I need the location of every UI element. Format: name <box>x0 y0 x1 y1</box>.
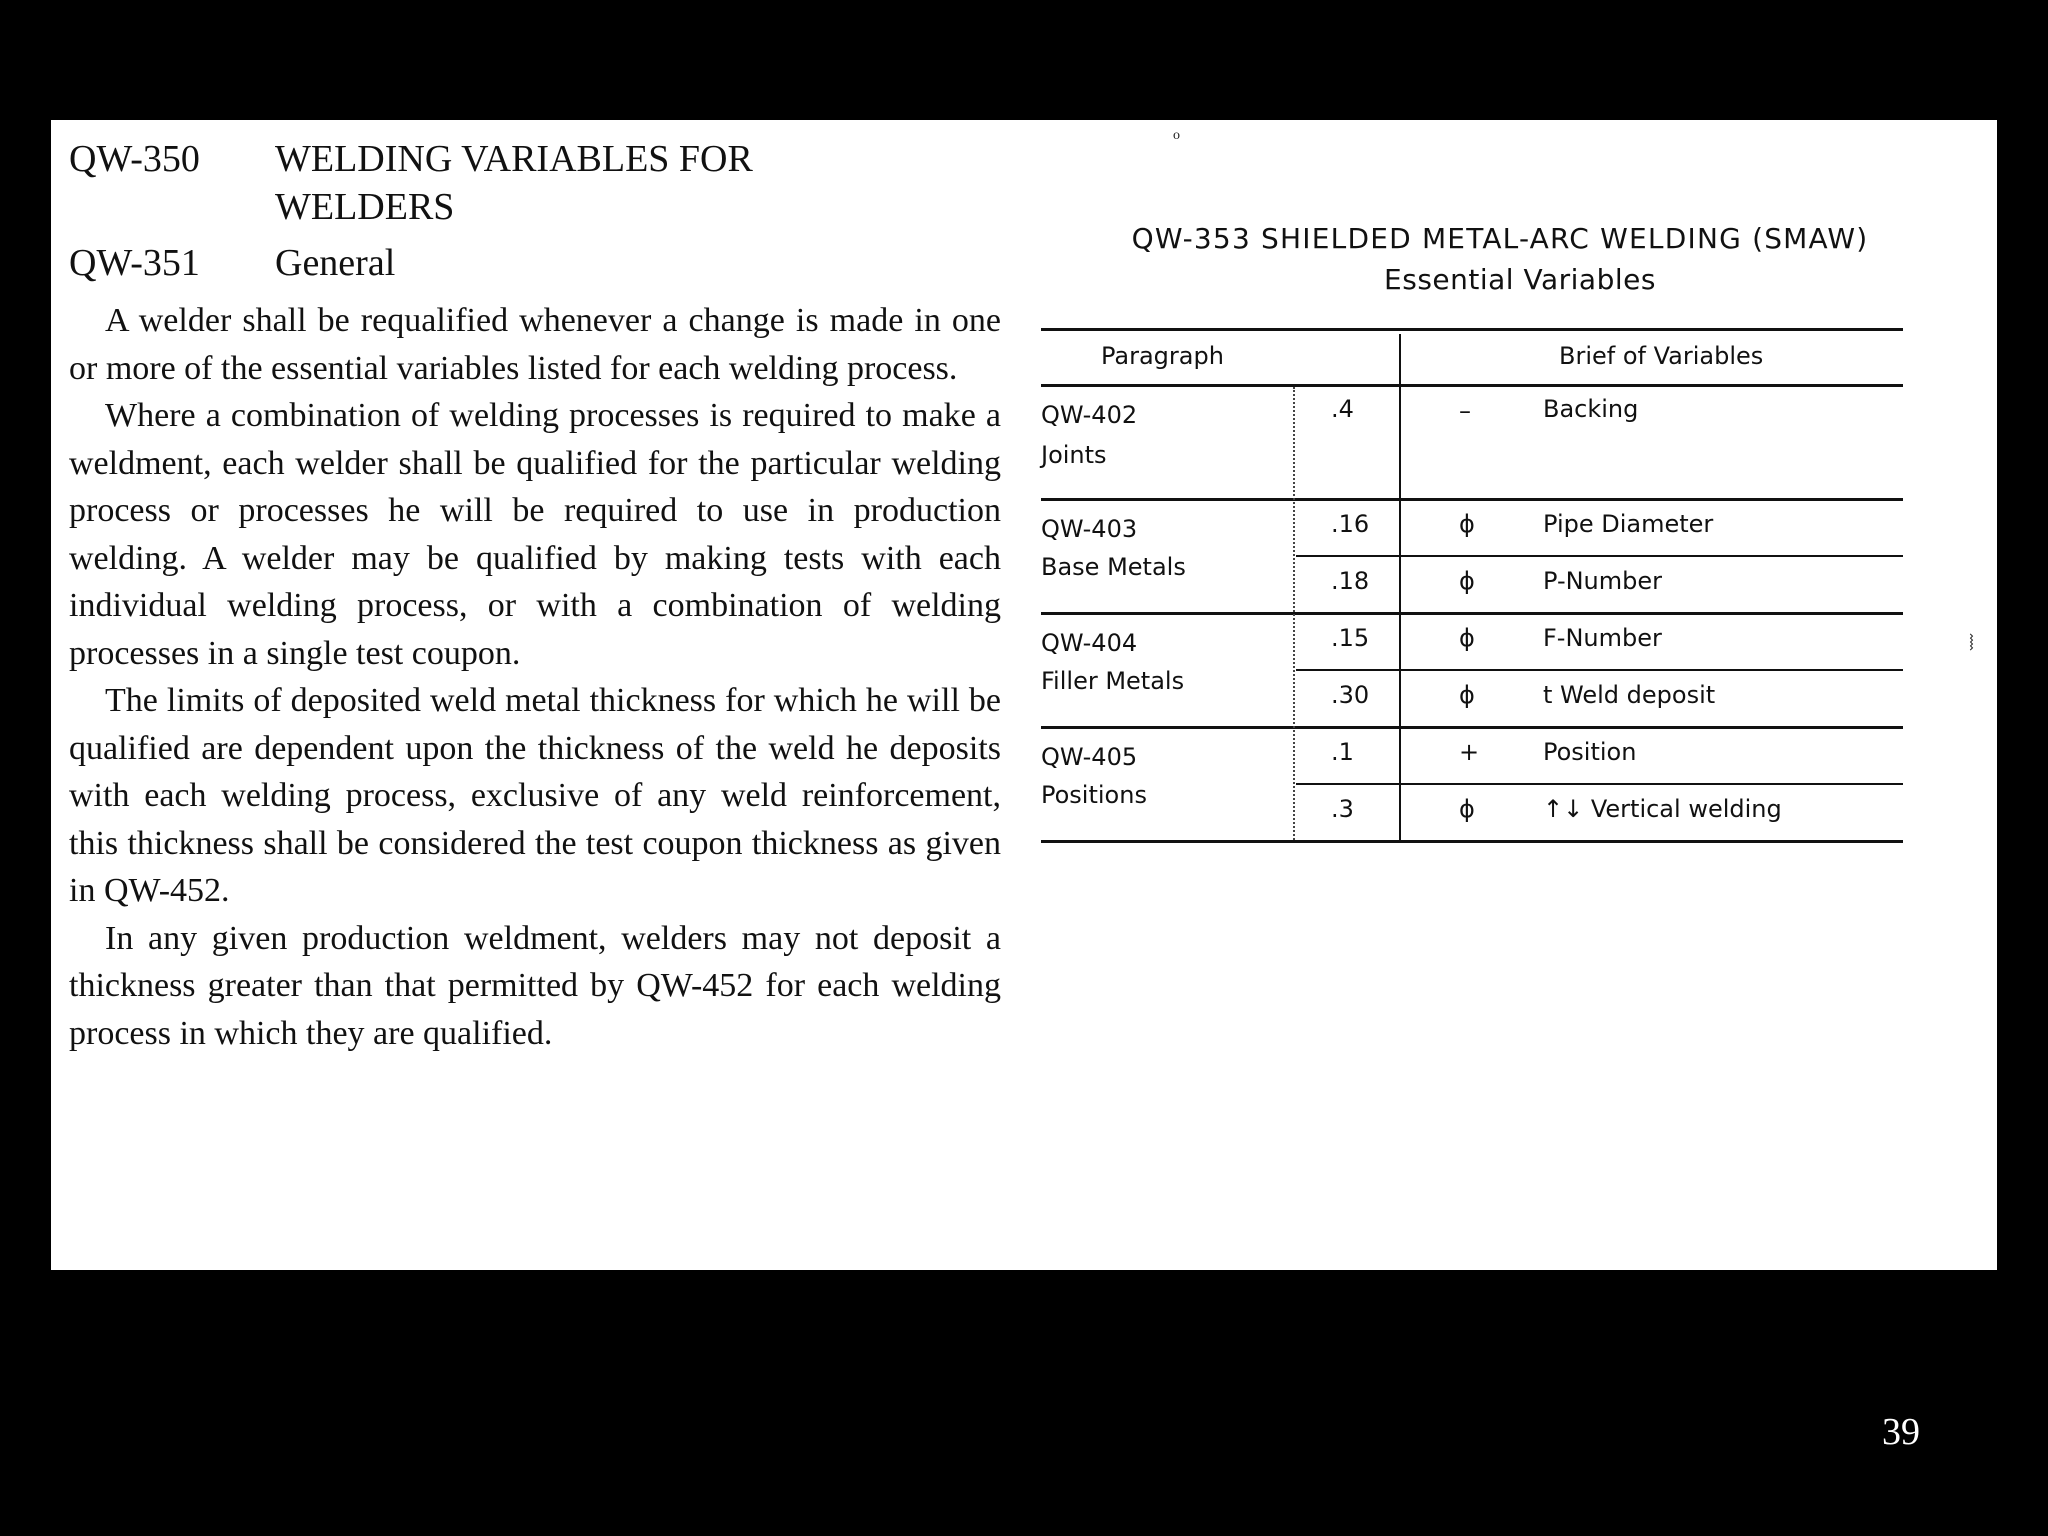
scan-speck: o <box>1173 128 1180 143</box>
paragraph-production-weldment: In any given production weldment, welders may not deposit a thickness greater than that permitted by QW-452 for each welding process in which they are qualified. <box>69 919 1001 1052</box>
paragraph-combination: Where a combination of welding processes is required to make a weldment, each welder shall be qualified for the particular welding process or processes he will be required to use in production welding. A welder may be qualified by making tests with each individual welding process, or with a combination of welding processes in a single test coupon. <box>69 397 1001 672</box>
variable-name: t Weld deposit <box>1543 681 1716 709</box>
sub-paragraph: .30 <box>1331 681 1370 709</box>
header-paragraph: Paragraph <box>1101 342 1224 370</box>
sub-paragraph: .16 <box>1331 510 1370 538</box>
sub-paragraph: .3 <box>1331 795 1354 823</box>
group-code: QW-403 <box>1041 515 1138 543</box>
variable-name: Pipe Diameter <box>1543 510 1714 538</box>
group-name: Joints <box>1041 441 1107 469</box>
variable-name: F-Number <box>1543 624 1662 652</box>
change-symbol: ϕ <box>1459 510 1475 538</box>
sub-paragraph: .15 <box>1331 624 1370 652</box>
variable-name: ↑↓ Vertical welding <box>1543 795 1782 823</box>
variable-name: P-Number <box>1543 567 1663 595</box>
table-top-rule <box>1041 328 1903 331</box>
variable-name: Backing <box>1543 395 1639 423</box>
change-symbol: – <box>1459 397 1471 425</box>
group-name: Positions <box>1041 781 1147 809</box>
variable-name: Position <box>1543 738 1637 766</box>
variables-table <box>1041 328 1903 868</box>
header-brief-of-variables: Brief of Variables <box>1559 342 1764 370</box>
paragraph-thickness-limits: The limits of deposited weld metal thickness for which he will be qualified are dependent upon the thickness of the weld he deposits with each welding process, exclusive of any weld reinforcement, this thickness shall be considered the test coupon thickness as given in QW-452. <box>69 682 1001 909</box>
sub-paragraph: .4 <box>1331 395 1354 423</box>
change-symbol: ϕ <box>1459 681 1475 709</box>
section-heading-qw350 <box>69 135 1001 235</box>
group-rule <box>1041 612 1903 615</box>
row-rule <box>1296 669 1903 671</box>
change-symbol: ϕ <box>1459 624 1475 652</box>
change-symbol: ϕ <box>1459 795 1475 823</box>
section-heading-qw351 <box>69 239 1001 297</box>
slide-number: 39 <box>1882 1411 1920 1453</box>
column-divider <box>1399 387 1401 840</box>
scan-speck: ⧘ <box>1969 630 1975 656</box>
change-symbol: ϕ <box>1459 567 1475 595</box>
text-column <box>69 135 1001 1057</box>
group-name: Filler Metals <box>1041 667 1185 695</box>
group-code: QW-402 <box>1041 401 1138 429</box>
group-rule <box>1041 726 1903 729</box>
section-number: QW-350 <box>69 138 200 180</box>
section-number: QW-351 <box>69 242 200 284</box>
header-divider <box>1399 334 1401 384</box>
variables-table-block <box>1041 218 1959 868</box>
paragraph-requalification: A welder shall be requalified whenever a change is made in one or more of the essential variables listed for each welding process. <box>69 302 1001 387</box>
header-rule <box>1041 384 1903 387</box>
row-rule <box>1296 783 1903 785</box>
group-rule <box>1041 498 1903 501</box>
sub-paragraph: .1 <box>1331 738 1354 766</box>
section-title: WELDING VARIABLES FOR WELDERS <box>275 138 753 228</box>
group-name: Base Metals <box>1041 553 1186 581</box>
row-rule <box>1296 555 1903 557</box>
change-symbol: + <box>1459 738 1480 766</box>
dotted-column-divider <box>1293 387 1295 840</box>
group-code: QW-405 <box>1041 743 1138 771</box>
scanned-page <box>51 120 1997 1270</box>
section-title: General <box>275 242 396 284</box>
table-title: QW-353 SHIELDED METAL-ARC WELDING (SMAW) <box>1131 222 1869 255</box>
sub-paragraph: .18 <box>1331 567 1370 595</box>
group-code: QW-404 <box>1041 629 1138 657</box>
table-subtitle: Essential Variables <box>1384 263 1656 296</box>
table-bottom-rule <box>1041 840 1903 843</box>
